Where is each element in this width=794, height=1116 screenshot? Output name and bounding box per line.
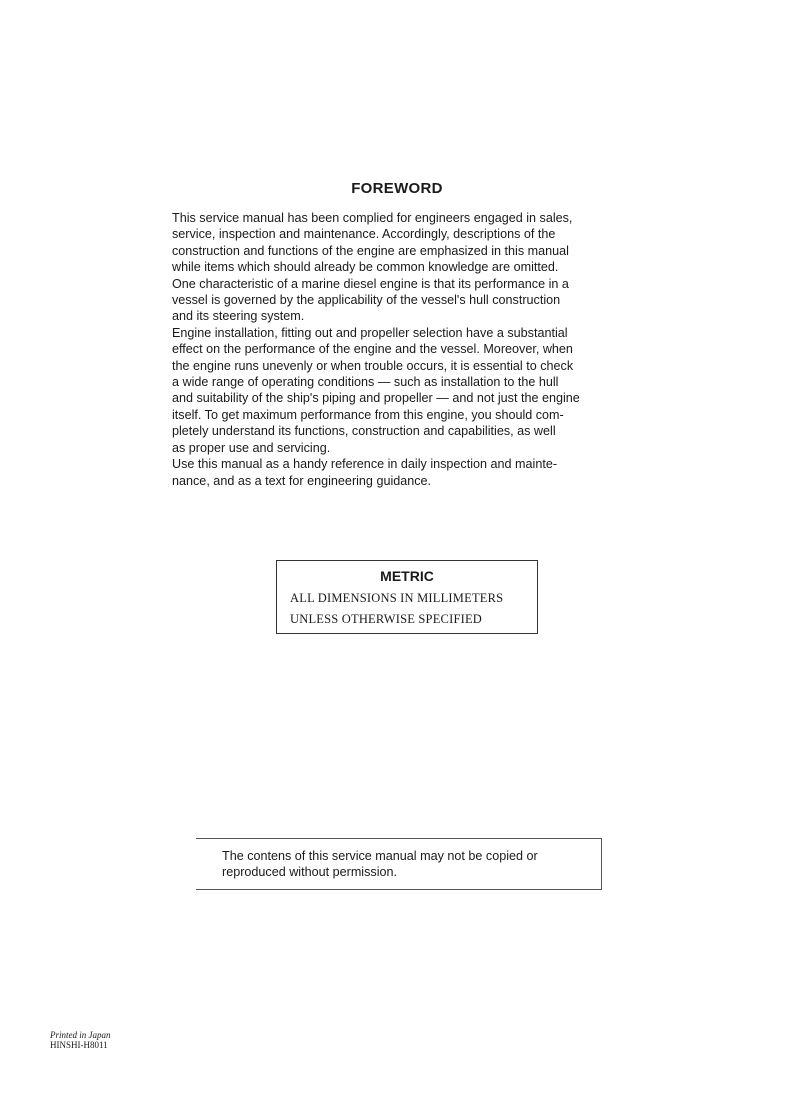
foreword-line: itself. To get maximum performance from this engine, you should com-	[172, 407, 564, 422]
foreword-line: while items which should already be common knowledge are omitted.	[172, 260, 559, 275]
copyright-notice	[222, 848, 538, 881]
print-footer	[50, 1030, 111, 1050]
metric-title: METRIC	[380, 568, 434, 584]
foreword-line: Use this manual as a handy reference in daily inspection and mainte-	[172, 457, 558, 472]
foreword-line: vessel is governed by the applicability of the vessel's hull construction	[172, 293, 561, 308]
copyright-line: The contens of this service manual may not be copied or	[222, 849, 538, 863]
foreword-body	[172, 210, 634, 489]
foreword-line: construction and functions of the engine are emphasized in this manual	[172, 243, 569, 258]
foreword-title: FOREWORD	[351, 180, 443, 197]
foreword-line: and suitability of the ship's piping and propeller — and not just the engine	[172, 391, 580, 406]
foreword-line: pletely understand its functions, construction and capabilities, as well	[172, 424, 556, 439]
foreword-line: One characteristic of a marine diesel engine is that its performance in a	[172, 276, 569, 291]
copyright-line: reproduced without permission.	[222, 865, 398, 880]
foreword-line: the engine runs unevenly or when trouble occurs, it is essential to check	[172, 358, 574, 373]
foreword-line: as proper use and servicing.	[172, 440, 331, 455]
metric-notice-box	[276, 560, 538, 634]
foreword-line: a wide range of operating conditions — such as installation to the hull	[172, 375, 559, 390]
foreword-line: nance, and as a text for engineering guidance.	[172, 473, 432, 488]
foreword-line: service, inspection and maintenance. Accordingly, descriptions of the	[172, 227, 556, 242]
metric-dimensions-line: ALL DIMENSIONS IN MILLIMETERS	[290, 591, 504, 605]
metric-specified-line: UNLESS OTHERWISE SPECIFIED	[290, 612, 483, 626]
foreword-line: and its steering system.	[172, 309, 305, 324]
printed-in-label: Printed in Japan	[50, 1030, 111, 1040]
foreword-line: This service manual has been complied for engineers engaged in sales,	[172, 211, 573, 225]
document-code: HINSHI-H8011	[50, 1040, 108, 1050]
copyright-notice-box	[196, 838, 602, 890]
foreword-line: Engine installation, fitting out and propeller selection have a substantial	[172, 325, 568, 340]
foreword-line: effect on the performance of the engine and the vessel. Moreover, when	[172, 342, 573, 357]
